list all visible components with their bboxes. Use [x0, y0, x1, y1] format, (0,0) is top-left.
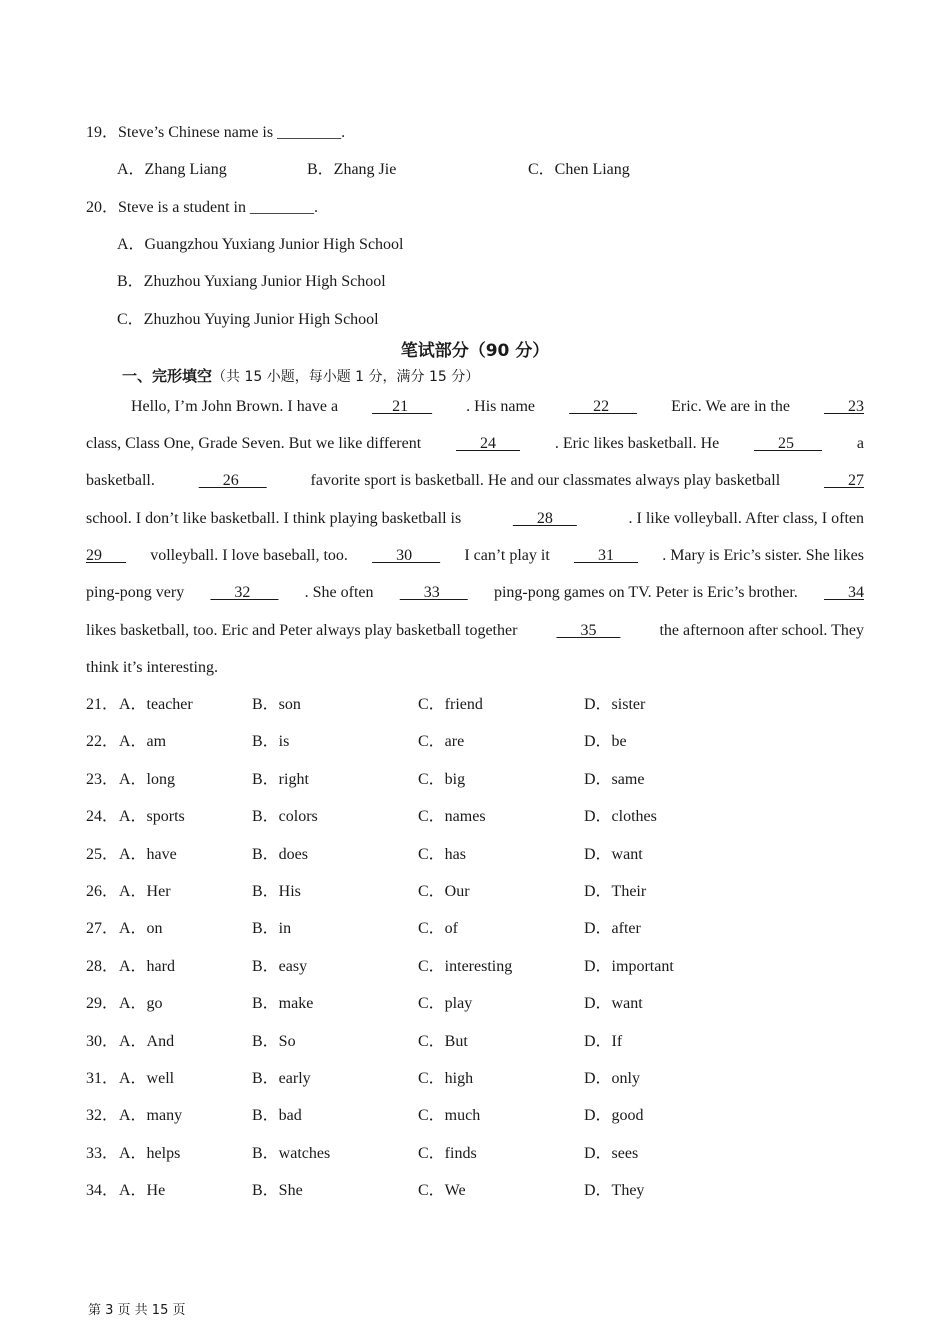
question-number: 22．: [86, 733, 119, 750]
option-c: C．finds: [418, 1145, 477, 1162]
passage-text: favorite sport is basketball. He and our classmates always play basketball: [310, 472, 781, 489]
option-b: B．does: [252, 846, 309, 863]
option-d: D．want: [584, 995, 643, 1012]
passage-text: ping-pong games on TV. Peter is Eric’s brother.: [493, 584, 798, 601]
option-d: D．Their: [584, 883, 647, 900]
option-d: D．be: [584, 733, 627, 750]
option-d: D．good: [584, 1107, 644, 1124]
option-d: D．If: [584, 1033, 623, 1050]
option-c: C．We: [418, 1182, 466, 1199]
passage-text: . Mary is Eric’s sister. She likes: [662, 547, 864, 564]
passage-line-5: [86, 546, 864, 566]
passage-text: volleyball. I love baseball, too.: [150, 547, 348, 564]
blank-25: 25: [754, 435, 823, 452]
option-b: B．watches: [252, 1145, 331, 1162]
blank-29: 29: [86, 547, 126, 564]
passage-text: . Eric likes basketball. He: [554, 435, 720, 452]
option-a: A．teacher: [119, 696, 193, 713]
option-d: D．only: [584, 1070, 641, 1087]
blank-26: 26: [198, 472, 267, 489]
question-number: 24．: [86, 808, 119, 825]
blank-32: 32: [210, 584, 279, 601]
option-a: A．many: [119, 1107, 183, 1124]
option-d: D．important: [584, 958, 674, 975]
option-c: C．much: [418, 1107, 481, 1124]
question-number: 29．: [86, 995, 119, 1012]
passage-line-1: [86, 397, 864, 417]
option-b: B．in: [252, 920, 292, 937]
option-a: A．go: [119, 995, 163, 1012]
passage-text: . She often: [304, 584, 374, 601]
blank-28: 28: [512, 510, 577, 527]
passage-text: the afternoon after school. They: [659, 622, 864, 639]
question-19-stem: 19．Steve’s Chinese name is ________.: [86, 124, 346, 141]
option-d: D．sees: [584, 1145, 639, 1162]
option-c: C．of: [418, 920, 459, 937]
option-a: A．long: [119, 771, 176, 788]
option-d: D．after: [584, 920, 641, 937]
passage-text: a: [856, 435, 864, 452]
passage-line-6: [86, 583, 864, 603]
option-a: A．Her: [119, 883, 171, 900]
option-d: D．clothes: [584, 808, 657, 825]
option-c: C．But: [418, 1033, 468, 1050]
option-c: C．Our: [418, 883, 470, 900]
option-c: C．play: [418, 995, 473, 1012]
passage-line-2: [86, 434, 864, 454]
passage-text: . His name: [466, 398, 536, 415]
option-a: A．sports: [119, 808, 185, 825]
option-d: D．sister: [584, 696, 646, 713]
option-b: B．early: [252, 1070, 311, 1087]
question-number: 25．: [86, 846, 119, 863]
q19-option-c: C．Chen Liang: [528, 161, 630, 178]
option-b: B．colors: [252, 808, 318, 825]
question-number: 31．: [86, 1070, 119, 1087]
cloze-score-note: （共 15 小题，每小题 1 分，满分 15 分）: [212, 369, 480, 385]
passage-line-8: think it’s interesting.: [86, 659, 218, 676]
option-a: A．well: [119, 1070, 175, 1087]
passage-text: ping-pong very: [86, 584, 185, 601]
passage-text: Eric. We are in the: [671, 398, 790, 415]
question-number: 21．: [86, 696, 119, 713]
question-number: 28．: [86, 958, 119, 975]
written-section-title: 笔试部分（90 分）: [400, 341, 550, 361]
option-a: A．He: [119, 1182, 166, 1199]
option-a: A．on: [119, 920, 163, 937]
q20-option-c: C．Zhuzhou Yuying Junior High School: [117, 311, 379, 328]
passage-text: school. I don’t like basketball. I think playing basketball is: [86, 510, 462, 527]
option-c: C．has: [418, 846, 467, 863]
blank-33: 33: [399, 584, 468, 601]
passage-text: . I like volleyball. After class, I often: [628, 510, 864, 527]
passage-line-7: [86, 621, 864, 641]
option-b: B．bad: [252, 1107, 302, 1124]
passage-line-4: [86, 509, 864, 529]
question-20-stem: 20．Steve is a student in ________.: [86, 199, 318, 216]
blank-30: 30: [372, 547, 441, 564]
option-b: B．make: [252, 995, 314, 1012]
option-d: D．They: [584, 1182, 645, 1199]
blank-31: 31: [574, 547, 638, 564]
option-a: A．have: [119, 846, 177, 863]
q20-option-b: B．Zhuzhou Yuxiang Junior High School: [117, 273, 386, 290]
option-c: C．are: [418, 733, 465, 750]
blank-24: 24: [456, 435, 520, 452]
option-b: B．is: [252, 733, 290, 750]
option-b: B．right: [252, 771, 309, 788]
option-b: B．She: [252, 1182, 303, 1199]
option-b: B．So: [252, 1033, 296, 1050]
blank-21: 21: [372, 398, 433, 415]
cloze-part-title: [122, 366, 479, 387]
passage-text: likes basketball, too. Eric and Peter always play basketball together: [86, 622, 518, 639]
q19-option-b: B．Zhang Jie: [307, 161, 397, 178]
page-footer: 第 3 页 共 15 页: [88, 1303, 186, 1318]
passage-text: Hello, I’m John Brown. I have a: [131, 398, 339, 415]
passage-text: I can’t play it: [464, 547, 550, 564]
option-b: B．easy: [252, 958, 308, 975]
question-number: 23．: [86, 771, 119, 788]
blank-35: 35: [556, 622, 621, 639]
option-c: C．friend: [418, 696, 483, 713]
question-number: 26．: [86, 883, 119, 900]
question-number: 34．: [86, 1182, 119, 1199]
q19-option-a: A．Zhang Liang: [117, 161, 227, 178]
blank-27: 27: [824, 472, 864, 489]
question-number: 27．: [86, 920, 119, 937]
question-number: 30．: [86, 1033, 119, 1050]
passage-line-3: [86, 471, 864, 491]
passage-text: class, Class One, Grade Seven. But we like different: [86, 435, 422, 452]
cloze-heading: 一、完形填空: [122, 367, 213, 385]
option-c: C．names: [418, 808, 486, 825]
option-a: A．am: [119, 733, 167, 750]
question-number: 32．: [86, 1107, 119, 1124]
option-d: D．want: [584, 846, 643, 863]
option-c: C．interesting: [418, 958, 513, 975]
option-b: B．son: [252, 696, 301, 713]
option-c: C．big: [418, 771, 466, 788]
option-c: C．high: [418, 1070, 474, 1087]
option-d: D．same: [584, 771, 645, 788]
option-a: A．hard: [119, 958, 175, 975]
option-a: A．helps: [119, 1145, 181, 1162]
option-b: B．His: [252, 883, 301, 900]
blank-22: 22: [569, 398, 638, 415]
blank-23: 23: [823, 398, 864, 415]
option-a: A．And: [119, 1033, 175, 1050]
q20-option-a: A．Guangzhou Yuxiang Junior High School: [117, 236, 404, 253]
question-number: 33．: [86, 1145, 119, 1162]
passage-text: basketball.: [86, 472, 155, 489]
blank-34: 34: [823, 584, 864, 601]
